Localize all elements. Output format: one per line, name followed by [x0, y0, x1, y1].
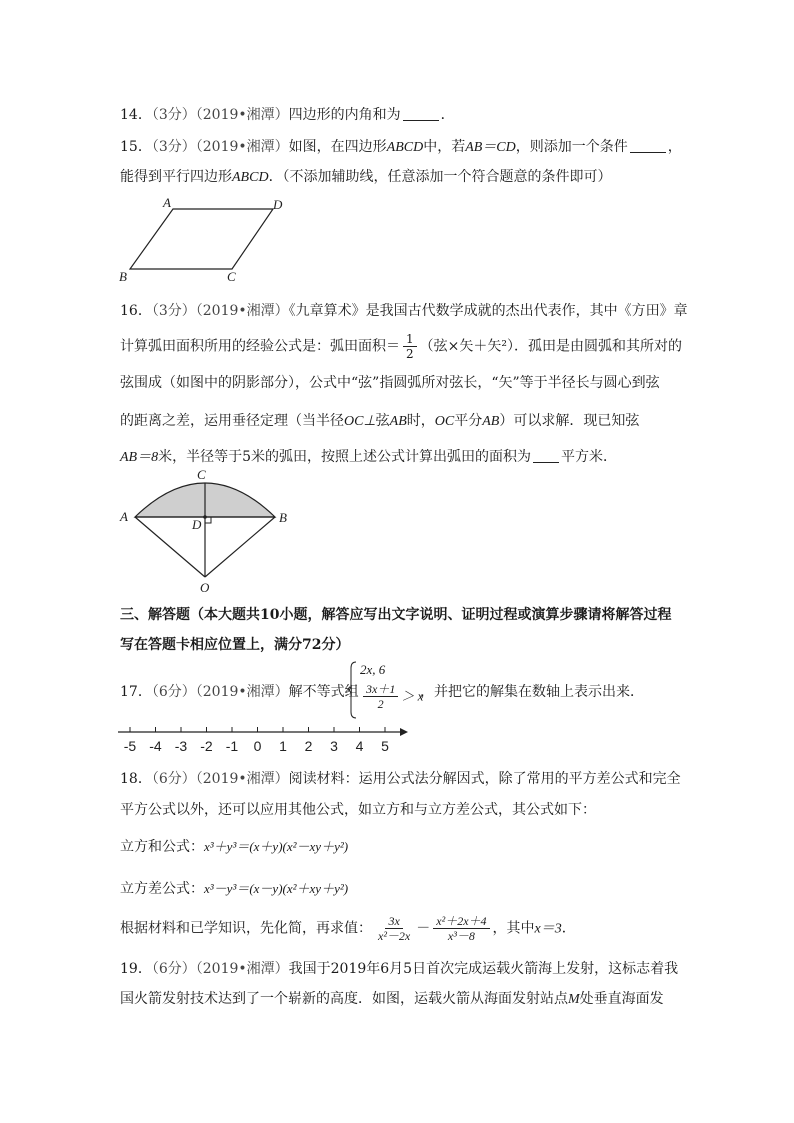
q19-text: 我国于2019年6月5日首次完成运载火箭海上发射，这标志着我 [288, 961, 679, 977]
q18-text: 平方公式以外，还可以应用其他公式，如立方和与立方差公式，其公式如下： [120, 802, 596, 818]
q18-cube-sum [120, 836, 348, 856]
q16-score: （3分） [151, 303, 196, 319]
inequality-2-rhs: ＞ x [401, 688, 424, 704]
q17-text: 解不等式组 [288, 684, 359, 700]
vertex-label-d: D [273, 197, 283, 212]
q17-number: 17． [120, 684, 152, 700]
q16-arc-field-figure [115, 465, 305, 600]
formula-label: 立方差公式： [120, 881, 204, 897]
q14-score: （3分） [151, 107, 196, 123]
q15-text: ，则添加一个条件 [515, 139, 628, 155]
q15-text: 中，若 [423, 139, 466, 155]
q15-math: AB＝CD [465, 140, 516, 155]
q16-text: 米，半径等于5米的弧田，按照上述公式计算出弧田的面积为 [158, 449, 532, 465]
point-label-d: D [192, 517, 202, 532]
q15-line-2 [120, 166, 612, 186]
number-line-label: -3 [174, 738, 188, 754]
number-line-label: 4 [355, 738, 364, 754]
q19-score: （6分） [151, 961, 196, 977]
q16-line-5 [120, 446, 617, 466]
expression-fraction-1 [375, 914, 413, 943]
radius-ob [205, 517, 275, 577]
q19-text: 处垂直海面发 [579, 991, 664, 1007]
q16-math: OC [434, 414, 455, 429]
q15-parallelogram-figure [115, 195, 295, 285]
formula-label: 立方和公式： [120, 839, 204, 855]
q16-number: 16． [120, 303, 152, 319]
q16-text: 时， [406, 413, 435, 429]
point-d [203, 515, 207, 519]
number-line-label: 3 [330, 738, 338, 754]
q19-line-1 [120, 958, 678, 978]
fraction-denominator: x²－2x [378, 929, 411, 943]
q15-math: ABCD [232, 170, 269, 185]
q16-text: 平分 [454, 413, 483, 429]
q18-math: x＝3 [534, 921, 562, 937]
section-heading: 三、解答题（本大题共10小题，解答应写出文字说明、证明过程或演算步骤请将解答过程 [120, 607, 672, 623]
fraction-numerator: 3x＋1 [363, 682, 398, 697]
q19-text: 国火箭发射技术达到了一个崭新的高度．如图，运载火箭从海面发射站点 [120, 991, 568, 1007]
number-line-label: -2 [200, 738, 213, 754]
q15-text: ．（不添加辅助线，任意添加一个符合题意的条件即可） [268, 169, 612, 185]
q18-text: ． [561, 920, 576, 937]
number-line-label: -1 [225, 738, 239, 754]
number-line-arrow [400, 728, 408, 736]
q16-text: 的距离之差，运用垂径定理（当半径 [120, 413, 344, 429]
q16-text: 弦围成（如图中的阴影部分），公式中“弦”指圆弧所对弦长，“矢”等于半径长与圆心到弦 [120, 375, 660, 391]
q15-math: ABCD [386, 140, 424, 155]
point-label-o: O [200, 580, 210, 595]
section-3-heading-line-2 [120, 634, 349, 654]
fraction-denominator: 2 [406, 347, 414, 361]
q15-source: （2019•湘潭） [195, 139, 289, 155]
q16-math: AB [389, 414, 407, 429]
fraction-numerator: 3x [385, 914, 402, 929]
q14-end: ． [440, 107, 455, 123]
q17-line [120, 681, 359, 701]
q18-score: （6分） [151, 771, 196, 787]
parallelogram-shape [130, 209, 273, 269]
q17-text: ，并把它的解集在数轴上表示出来． [420, 684, 644, 700]
q16-line-2 [120, 332, 682, 361]
q18-cube-diff [120, 878, 348, 898]
q18-source: （2019•湘潭） [195, 771, 289, 787]
q14-text: 四边形的内角和为 [288, 107, 401, 123]
q16-text: （弦×矢＋矢²）．孤田是由圆弧和其所对的 [419, 338, 682, 355]
inequality-1: 2x, 6 [360, 662, 386, 677]
q15-answer-blank[interactable] [630, 138, 666, 153]
number-line-label: -5 [123, 738, 137, 754]
formula-cube-sum: x³＋y³＝(x＋y)(x²－xy＋y²) [204, 839, 349, 854]
q18-number: 18． [120, 771, 152, 787]
q17-score: （6分） [151, 684, 196, 700]
q14-source: （2019•湘潭） [195, 107, 289, 123]
q19-source: （2019•湘潭） [195, 961, 289, 977]
point-label-b: B [279, 510, 287, 525]
number-line-label: 2 [304, 738, 313, 754]
section-heading: 写在答题卡相应位置上，满分72分） [120, 637, 350, 653]
number-line-label: 0 [253, 738, 262, 754]
q18-text: 阅读材料：运用公式法分解因式，除了常用的平方差公式和完全 [288, 771, 681, 787]
inequality-2-fraction [363, 682, 398, 711]
q18-line-1 [120, 768, 681, 788]
fraction-denominator: 2 [377, 697, 384, 711]
q16-text: 弦 [375, 413, 390, 429]
q15-number: 15． [120, 139, 152, 155]
q16-answer-blank[interactable] [533, 448, 559, 463]
q18-line-5 [120, 914, 576, 943]
q19-math: M [568, 992, 580, 1007]
fraction-half [403, 332, 417, 361]
q16-text: ）可以求解．现已知弦 [499, 413, 640, 429]
q15-text: 如图，在四边形 [288, 139, 387, 155]
point-label-c: C [197, 467, 206, 482]
q17-source: （2019•湘潭） [195, 684, 289, 700]
q19-number: 19． [120, 961, 152, 977]
q16-source: （2019•湘潭） [195, 303, 289, 319]
minus-sign: － [416, 920, 431, 937]
q19-line-2 [120, 988, 664, 1008]
section-3-heading-line-1 [120, 604, 671, 624]
point-label-a: A [120, 509, 128, 524]
number-line [118, 724, 408, 754]
q16-math: AB＝8 [120, 450, 159, 465]
q14-number: 14． [120, 107, 152, 123]
q15-line-1 [120, 136, 682, 156]
q18-text: 根据材料和已学知识，先化简，再求值： [120, 920, 372, 937]
number-line-label: 1 [279, 738, 287, 754]
formula-cube-diff: x³－y³＝(x－y)(x²＋xy＋y²) [204, 881, 349, 896]
vertex-label-b: B [119, 269, 127, 284]
inequality-2 [360, 682, 423, 711]
q16-line-1 [120, 300, 688, 320]
q16-text: 平方米． [561, 449, 618, 465]
q16-line-4 [120, 410, 639, 430]
q18-line-2 [120, 799, 596, 819]
q15-score: （3分） [151, 139, 196, 155]
q16-math: AB [482, 414, 500, 429]
q16-math: OC⊥ [344, 414, 376, 429]
q14-answer-blank[interactable] [403, 106, 439, 121]
system-brace [348, 660, 358, 720]
vertex-label-c: C [227, 269, 236, 284]
q17-tail [420, 681, 644, 701]
fraction-denominator: x³－8 [447, 929, 475, 943]
fraction-numerator: x²＋2x＋4 [433, 914, 489, 929]
fraction-numerator: 1 [403, 332, 417, 347]
q18-text: ，其中 [492, 920, 535, 937]
q16-text: 《九章算术》是我国古代数学成就的杰出代表作，其中《方田》章 [288, 303, 688, 319]
q16-line-3 [120, 372, 660, 392]
q14-line [120, 104, 455, 124]
vertex-label-a: A [163, 195, 171, 210]
expression-fraction-2 [433, 914, 489, 943]
number-line-label: 5 [381, 738, 389, 754]
q16-text: 计算弧田面积所用的经验公式是：弧田面积＝ [120, 338, 400, 355]
q15-text: 能得到平行四边形 [120, 169, 232, 185]
q15-text: ， [667, 139, 682, 155]
number-line-label: -4 [149, 738, 162, 754]
